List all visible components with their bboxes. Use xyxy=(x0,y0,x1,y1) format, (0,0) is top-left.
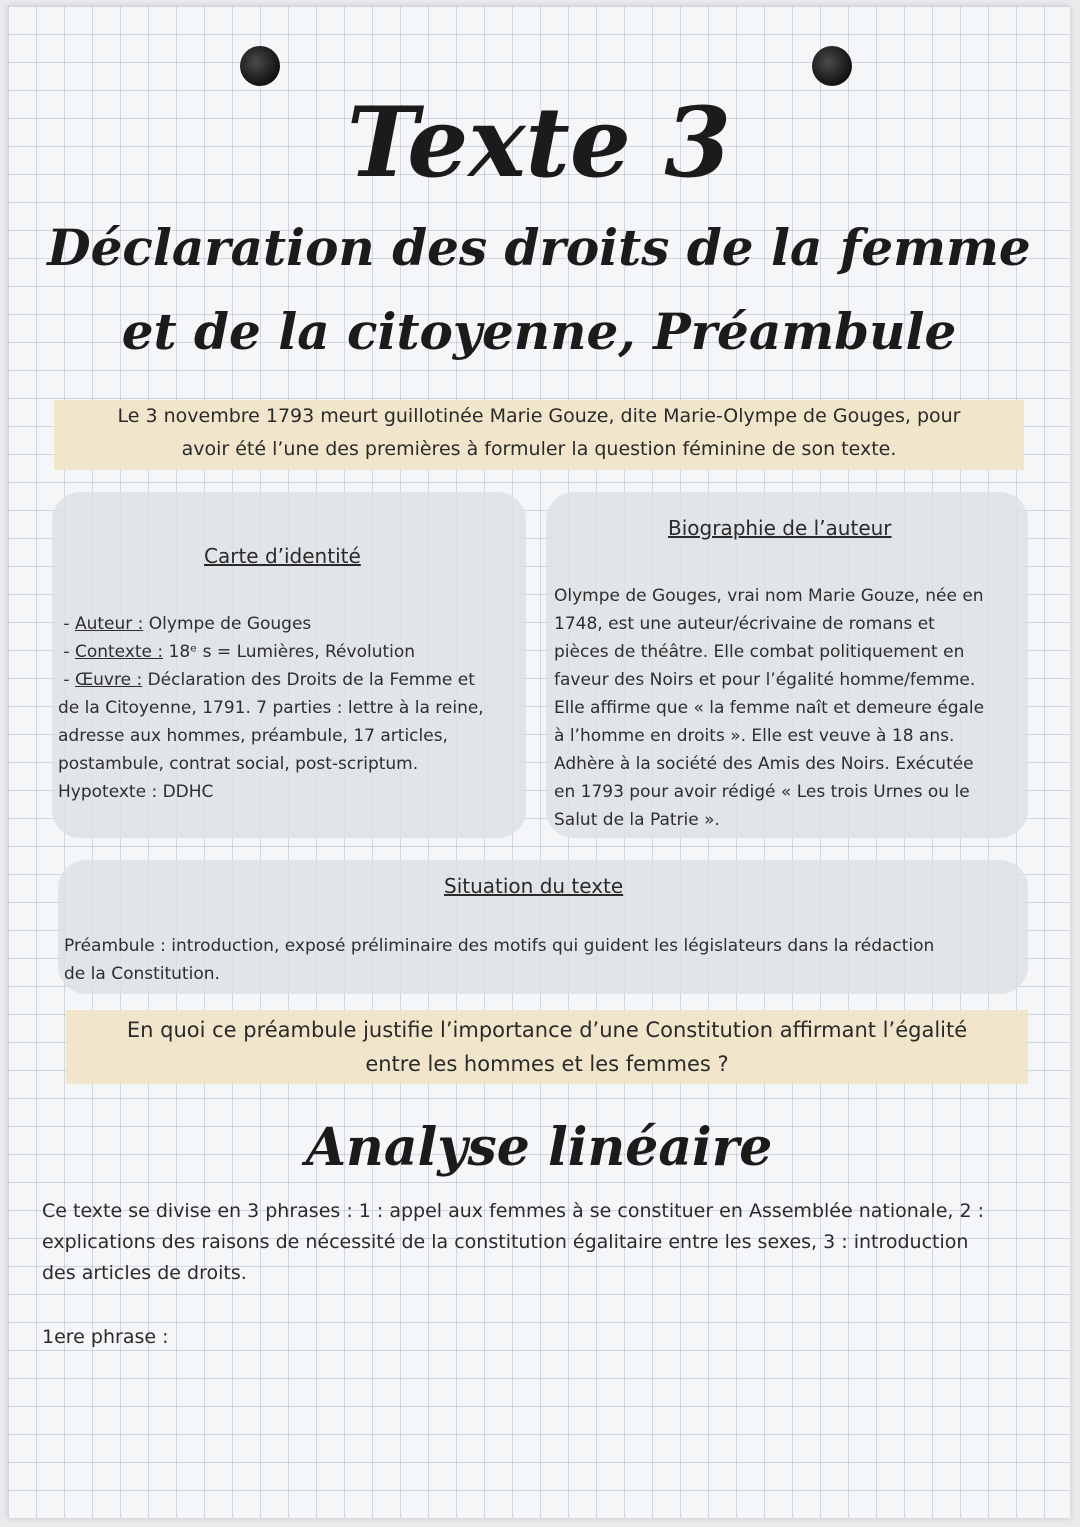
subtitle-line-1: Déclaration des droits de la femme xyxy=(47,218,1031,277)
hypotext: Hypotexte : DDHC xyxy=(58,782,214,802)
question-line-1: En quoi ce préambule justifie l’importance d’une Constitution affirmant l’égalité xyxy=(126,1018,968,1042)
binder-hole-left xyxy=(240,46,280,86)
work-row: - Œuvre : Déclaration des Droits de la Femme et xyxy=(58,670,475,690)
biography-title: Biographie de l’auteur xyxy=(668,516,892,540)
question-band xyxy=(66,1010,1028,1084)
intro-line-2: avoir été l’une des premières à formuler la question féminine de son texte. xyxy=(181,438,897,460)
biography-body xyxy=(554,582,1024,834)
work-line-4: postambule, contrat social, post-scriptum. xyxy=(58,754,419,774)
page-title: Texte 3 xyxy=(346,86,732,199)
identity-card-title: Carte d’identité xyxy=(204,544,361,568)
biography-line: Salut de la Patrie ». xyxy=(554,810,720,830)
biography-line: 1748, est une auteur/écrivaine de romans et xyxy=(554,614,935,634)
analysis-line-1: Ce texte se divise en 3 phrases : 1 : appel aux femmes à se constituer en Assemblée nationale, 2 : xyxy=(42,1200,985,1222)
author-label: Auteur : xyxy=(74,614,144,634)
analysis-intro xyxy=(42,1196,1062,1289)
context-row: - Contexte : 18ᵉ s = Lumières, Révolution xyxy=(58,642,416,662)
situation-line-2: de la Constitution. xyxy=(64,964,220,984)
author-value: Olympe de Gouges xyxy=(148,614,312,634)
context-label: Contexte : xyxy=(74,642,164,662)
question-line-2: entre les hommes et les femmes ? xyxy=(365,1052,729,1076)
work-line-2: de la Citoyenne, 1791. 7 parties : lettre à la reine, xyxy=(58,698,484,718)
biography-line: à l’homme en droits ». Elle est veuve à 18 ans. xyxy=(554,726,955,746)
situation-title: Situation du texte xyxy=(444,874,624,898)
work-line-1: Déclaration des Droits de la Femme et xyxy=(147,670,475,690)
context-value: 18ᵉ s = Lumières, Révolution xyxy=(168,642,416,662)
biography-panel xyxy=(546,492,1028,838)
intro-band xyxy=(54,400,1024,470)
analysis-line-3: des articles de droits. xyxy=(42,1262,247,1284)
notebook-page xyxy=(8,6,1070,1518)
situation-body xyxy=(64,932,1024,988)
biography-line: Olympe de Gouges, vrai nom Marie Gouze, née en xyxy=(554,586,984,606)
biography-line: pièces de théâtre. Elle combat politiquement en xyxy=(554,642,965,662)
work-label: Œuvre : xyxy=(74,670,143,690)
situation-panel xyxy=(58,860,1028,994)
biography-line: Adhère à la société des Amis des Noirs. Exécutée xyxy=(554,754,974,774)
situation-line-1: Préambule : introduction, exposé préliminaire des motifs qui guident les législateurs dans la rédaction xyxy=(64,936,935,956)
author-row: - Auteur : Olympe de Gouges xyxy=(58,614,312,634)
subtitle-line-2: et de la citoyenne, Préambule xyxy=(121,302,957,361)
biography-line: faveur des Noirs et pour l’égalité homme/femme. xyxy=(554,670,976,690)
analysis-heading: Analyse linéaire xyxy=(305,1117,773,1178)
analysis-line-2: explications des raisons de nécessité de la constitution égalitaire entre les sexes, 3 : introduction xyxy=(42,1231,969,1253)
biography-line: Elle affirme que « la femme naît et demeure égale xyxy=(554,698,985,718)
identity-card-panel xyxy=(52,492,526,838)
work-line-3: adresse aux hommes, préambule, 17 articles, xyxy=(58,726,448,746)
biography-line: en 1793 pour avoir rédigé « Les trois Urnes ou le xyxy=(554,782,970,802)
intro-line-1: Le 3 novembre 1793 meurt guillotinée Marie Gouze, dite Marie-Olympe de Gouges, pour xyxy=(117,405,961,427)
binder-hole-right xyxy=(812,46,852,86)
identity-card-body xyxy=(58,610,528,806)
first-phrase-label: 1ere phrase : xyxy=(42,1326,169,1348)
